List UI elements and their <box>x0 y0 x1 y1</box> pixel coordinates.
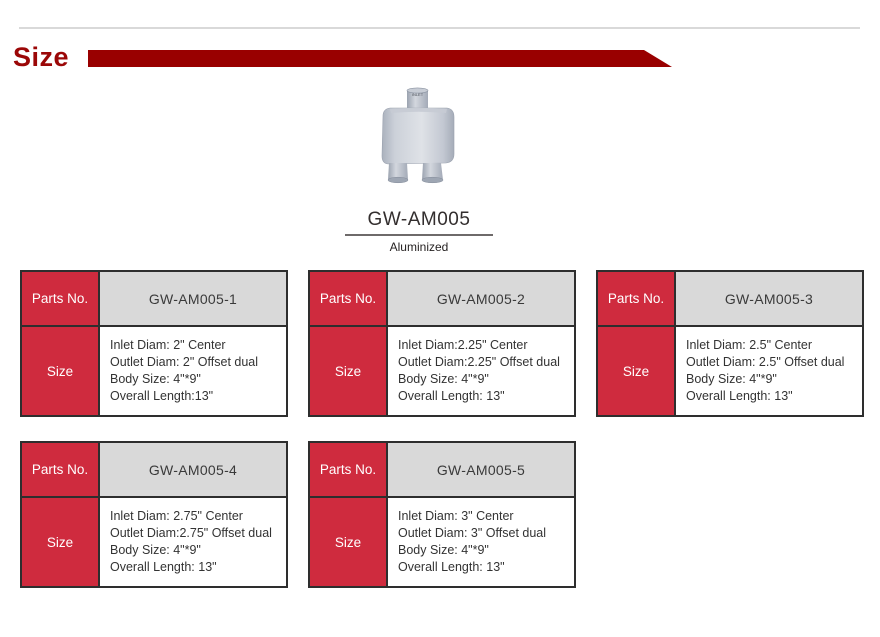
top-divider-line <box>19 27 860 29</box>
size-line: Body Size: 4"*9" <box>110 372 201 386</box>
muffler-body <box>382 108 454 164</box>
spec-table-gw-am005-4 <box>20 441 288 588</box>
parts-no-label: Parts No. <box>22 272 100 327</box>
size-line: Overall Length: 13" <box>398 389 505 403</box>
spec-table-gw-am005-2 <box>308 270 576 417</box>
spec-table-gw-am005-5 <box>308 441 576 588</box>
size-line: Outlet Diam:2.75" Offset dual <box>110 526 272 540</box>
size-line: Body Size: 4"*9" <box>398 372 489 386</box>
part-number-value: GW-AM005-1 <box>100 272 286 327</box>
size-line: Inlet Diam: 3" Center <box>398 509 514 523</box>
size-line: Inlet Diam: 2.75" Center <box>110 509 243 523</box>
size-label: Size <box>310 498 388 586</box>
part-number-value: GW-AM005-5 <box>388 443 574 498</box>
size-line: Outlet Diam: 2.5" Offset dual <box>686 355 845 369</box>
size-details <box>388 327 574 415</box>
size-line: Inlet Diam: 2.5" Center <box>686 338 813 352</box>
size-label: Size <box>310 327 388 415</box>
size-label: Size <box>598 327 676 415</box>
svg-text:INLET: INLET <box>411 92 424 97</box>
part-number-value: GW-AM005-3 <box>676 272 862 327</box>
size-line: Outlet Diam: 2" Offset dual <box>110 355 259 369</box>
size-line: Inlet Diam: 2" Center <box>110 338 226 352</box>
size-line: Body Size: 4"*9" <box>686 372 777 386</box>
part-number-value: GW-AM005-2 <box>388 272 574 327</box>
parts-no-label: Parts No. <box>310 272 388 327</box>
size-line: Inlet Diam:2.25" Center <box>398 338 528 352</box>
parts-no-label: Parts No. <box>22 443 100 498</box>
size-label: Size <box>22 498 100 586</box>
size-details <box>676 327 862 415</box>
product-finish-label: Aluminized <box>389 240 449 254</box>
size-line: Overall Length: 13" <box>686 389 793 403</box>
section-title: Size <box>13 42 70 72</box>
outlet-pipe-left <box>388 163 408 183</box>
inlet-pipe <box>407 88 428 111</box>
product-muffler-image <box>370 86 470 188</box>
outlet-pipe-right <box>422 163 443 183</box>
size-line: Outlet Diam: 3" Offset dual <box>398 526 547 540</box>
spec-table-gw-am005-3 <box>596 270 864 417</box>
size-line: Overall Length:13" <box>110 389 214 403</box>
size-details <box>100 498 286 586</box>
size-label: Size <box>22 327 100 415</box>
size-details <box>388 498 574 586</box>
size-line: Outlet Diam:2.25" Offset dual <box>398 355 560 369</box>
parts-no-label: Parts No. <box>598 272 676 327</box>
spec-table-gw-am005-1 <box>20 270 288 417</box>
size-line: Body Size: 4"*9" <box>110 543 201 557</box>
product-caption <box>345 209 493 254</box>
size-line: Overall Length: 13" <box>398 560 505 574</box>
size-line: Overall Length: 13" <box>110 560 217 574</box>
product-model-label: GW-AM005 <box>345 209 493 236</box>
section-title-banner <box>88 50 672 67</box>
size-details <box>100 327 286 415</box>
part-number-value: GW-AM005-4 <box>100 443 286 498</box>
parts-no-label: Parts No. <box>310 443 388 498</box>
size-line: Body Size: 4"*9" <box>398 543 489 557</box>
